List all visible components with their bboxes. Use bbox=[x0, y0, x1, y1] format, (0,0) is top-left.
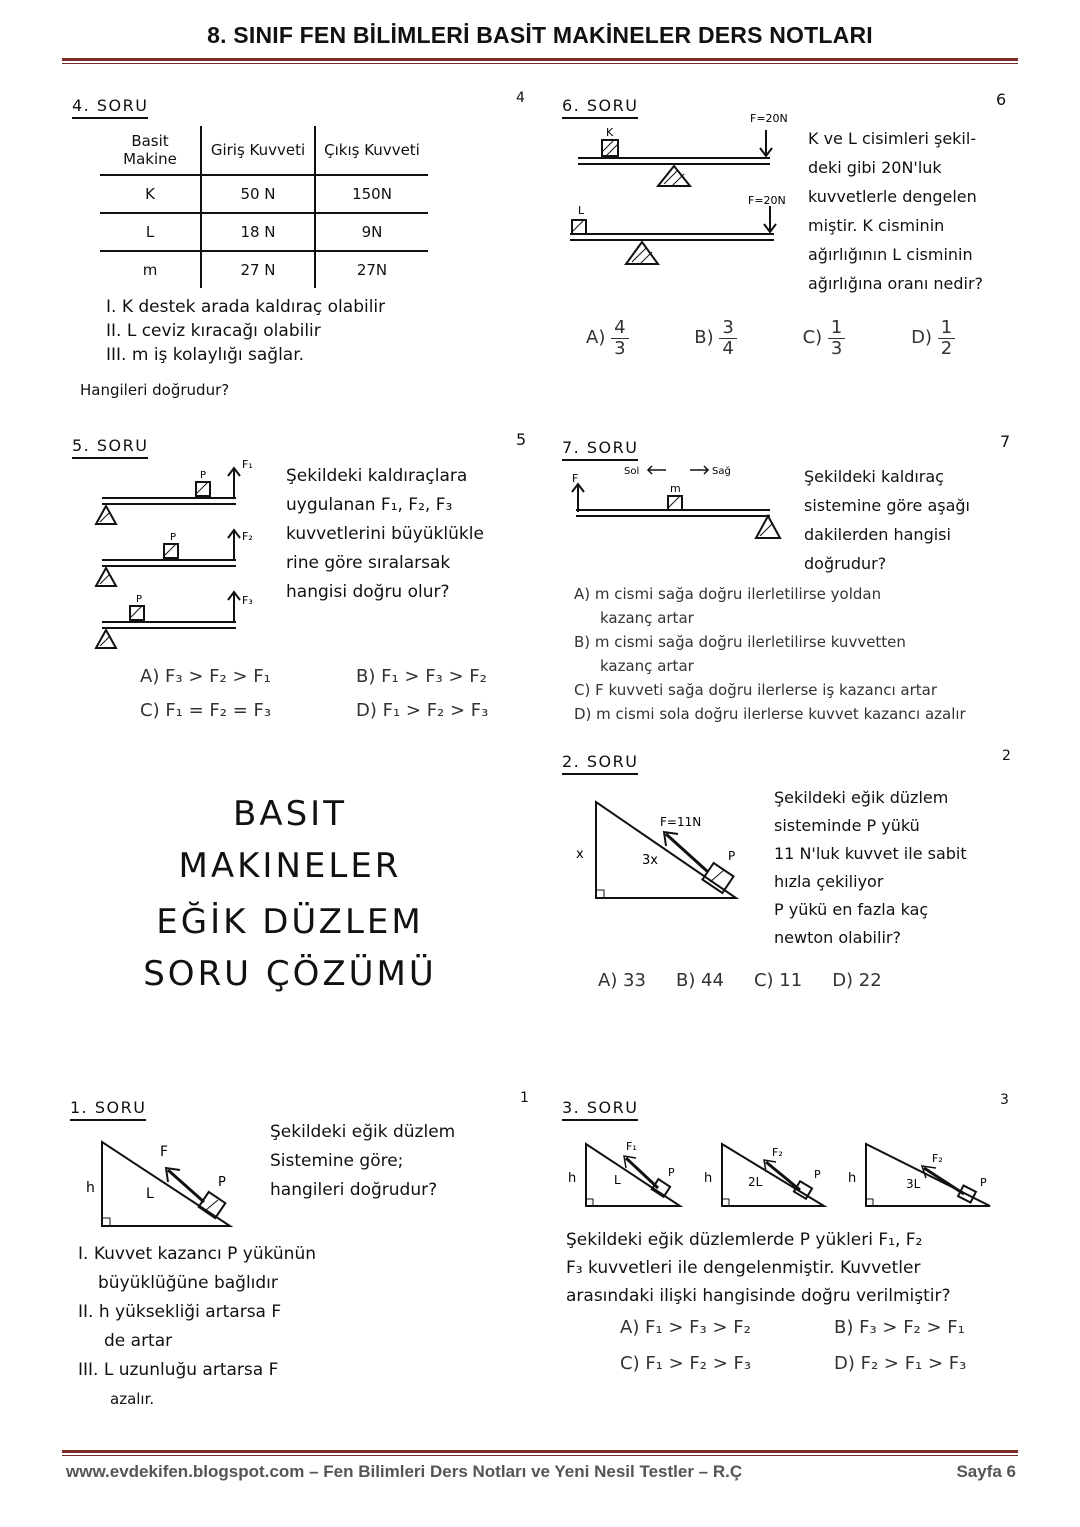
option-d: D) F₂ > F₁ > F₃ bbox=[834, 1353, 967, 1374]
q2-title: 2. SORU bbox=[562, 752, 638, 775]
option-c: C) F₁ > F₂ > F₃ bbox=[620, 1353, 752, 1374]
option-b: B) F₃ > F₂ > F₁ bbox=[834, 1317, 965, 1338]
q7-lever-diagram bbox=[566, 460, 796, 540]
option-a-cont: kazanç artar bbox=[600, 609, 694, 627]
header-rule bbox=[62, 58, 1018, 61]
text-line: Şekildeki eğik düzlem bbox=[774, 788, 949, 807]
statement: III. m iş kolaylığı sağlar. bbox=[106, 344, 305, 365]
option-numerator: 3 bbox=[719, 318, 736, 339]
text-line: arasındaki ilişki hangisinde doğru verilmiştir? bbox=[566, 1286, 951, 1306]
q7-options bbox=[574, 582, 966, 726]
text-line: miştir. K cisminin bbox=[808, 216, 945, 235]
statement: de artar bbox=[104, 1331, 173, 1351]
q2-number: 2 bbox=[1002, 748, 1011, 764]
text-line: ağırlığının L cisminin bbox=[808, 245, 973, 264]
text-line: hangisi doğru olur? bbox=[286, 582, 450, 602]
text-line: deki gibi 20N'luk bbox=[808, 158, 942, 177]
q3-label-h: h bbox=[848, 1171, 857, 1186]
option-numerator: 4 bbox=[611, 318, 628, 339]
q6-force-bottom: F=20N bbox=[748, 194, 786, 207]
q3-label-p: P bbox=[668, 1166, 675, 1179]
option-a: A) F₃ > F₂ > F₁ bbox=[140, 666, 271, 687]
option-d: D) m cismi sola doğru ilerlerse kuvvet kazancı azalır bbox=[574, 705, 966, 723]
text-line: kuvvetlerle dengelen bbox=[808, 187, 977, 206]
q3-label-h: h bbox=[704, 1171, 713, 1186]
q7-label-sol: Sol bbox=[624, 466, 640, 477]
page-title: 8. SINIF FEN BİLİMLERİ BASİT MAKİNELER DERS NOTLARI bbox=[207, 22, 873, 48]
table-cell: 27 N bbox=[201, 251, 315, 288]
q5-label-p: P bbox=[170, 532, 177, 543]
q2-label-force: F=11N bbox=[660, 815, 702, 829]
text-line: uygulanan F₁, F₂, F₃ bbox=[286, 495, 453, 515]
text-line: dakilerden hangisi bbox=[804, 525, 951, 544]
statement: I. Kuvvet kazancı P yükünün bbox=[78, 1244, 317, 1264]
q5-label-f3: F₃ bbox=[242, 594, 253, 607]
text-line: hangileri doğrudur? bbox=[270, 1180, 438, 1200]
table-cell: 27N bbox=[356, 261, 388, 279]
table-cell: K bbox=[100, 175, 201, 213]
q4-table bbox=[100, 126, 428, 288]
option-numerator: 1 bbox=[828, 318, 845, 339]
q4-number: 4 bbox=[516, 90, 525, 106]
footer-rule bbox=[62, 1450, 1018, 1453]
section-heading-line: BASIT bbox=[233, 794, 347, 834]
q3-incline-diagrams bbox=[560, 1136, 1000, 1216]
table-cell: 150N bbox=[315, 175, 428, 213]
q2-label-p: P bbox=[728, 849, 736, 863]
text-line: kuvvetlerini büyüklükle bbox=[286, 524, 484, 544]
q3-label-l3: 3L bbox=[906, 1177, 921, 1191]
text-line: sisteminde P yükü bbox=[774, 816, 920, 835]
table-header: Çıkış Kuvveti bbox=[315, 126, 428, 175]
option-b: B) F₁ > F₃ > F₂ bbox=[356, 666, 487, 687]
text-line: Sistemine göre; bbox=[270, 1151, 404, 1171]
q7-title: 7. SORU bbox=[562, 438, 638, 461]
text-line: Şekildeki eğik düzlem bbox=[270, 1122, 456, 1142]
table-cell: 9N bbox=[315, 213, 428, 251]
q6-title: 6. SORU bbox=[562, 96, 638, 119]
option-c: C) $\frac{1}{3}$ bbox=[803, 327, 876, 348]
q5-levers-diagram bbox=[92, 456, 282, 656]
option-b: B) 44 bbox=[675, 970, 724, 991]
q1-number: 1 bbox=[520, 1090, 529, 1106]
q7-label-sag: Sağ bbox=[712, 466, 731, 477]
option-a: A) m cismi sağa doğru ilerletilirse yoldan bbox=[574, 585, 882, 603]
text-line: Şekildeki eğik düzlemlerde P yükleri F₁, F₂ bbox=[566, 1230, 923, 1250]
q3-number: 3 bbox=[1000, 1092, 1009, 1108]
q4-question: Hangileri doğrudur? bbox=[80, 381, 230, 399]
table-cell: L bbox=[100, 213, 201, 251]
text-line: Şekildeki kaldıraçlara bbox=[286, 466, 468, 486]
text-line: sistemine göre aşağı bbox=[804, 496, 970, 515]
q3-label-f3: F₂ bbox=[932, 1152, 943, 1165]
q5-title: 5. SORU bbox=[72, 436, 148, 459]
q3-label-p: P bbox=[980, 1176, 987, 1189]
section-heading-line: EĞİK DÜZLEM bbox=[156, 902, 424, 942]
text-line: ağırlığına oranı nedir? bbox=[808, 274, 984, 293]
q2-label-x: x bbox=[576, 847, 584, 862]
option-b-cont: kazanç artar bbox=[600, 657, 694, 675]
text-line: rine göre sıralarsak bbox=[286, 553, 451, 573]
statement: II. h yüksekliği artarsa F bbox=[78, 1302, 282, 1322]
footer-site-link[interactable]: www.evdekifen.blogspot.com – Fen Bilimleri Ders Notları ve Yeni Nesil Testler – R.Ç bbox=[66, 1462, 743, 1481]
q6-force-top: F=20N bbox=[750, 112, 788, 125]
option-c: C) 11 bbox=[753, 970, 803, 991]
q4-title: 4. SORU bbox=[72, 96, 148, 119]
q3-label-l1: L bbox=[614, 1173, 621, 1187]
q4-statements bbox=[106, 296, 385, 367]
q2-label-3x: 3x bbox=[642, 853, 658, 868]
table-row bbox=[100, 126, 428, 175]
q5-label-f1: F₁ bbox=[242, 458, 253, 471]
q7-question-text bbox=[804, 462, 970, 578]
table-cell: 50 N bbox=[201, 175, 315, 213]
q1-incline-diagram bbox=[84, 1136, 254, 1236]
q7-number: 7 bbox=[1000, 432, 1011, 451]
option-b: B) m cismi sağa doğru ilerletilirse kuvvetten bbox=[574, 633, 906, 651]
q3-options bbox=[620, 1310, 996, 1382]
q2-incline-diagram bbox=[572, 796, 752, 908]
q6-label-l: L bbox=[578, 204, 585, 217]
statement: III. L uzunluğu artarsa F bbox=[78, 1360, 279, 1380]
q3-label-p: P bbox=[814, 1168, 821, 1181]
option-a: A) F₁ > F₃ > F₂ bbox=[620, 1317, 751, 1338]
q1-label-p: P bbox=[218, 1175, 226, 1190]
table-header: Basit Makine bbox=[100, 126, 201, 175]
option-denominator: 4 bbox=[722, 337, 734, 359]
statement: I. K destek arada kaldıraç olabilir bbox=[106, 297, 386, 317]
footer-page-number: Sayfa 6 bbox=[956, 1462, 1016, 1481]
q5-label-p: P bbox=[200, 470, 207, 481]
q6-label-k: K bbox=[606, 126, 614, 139]
q6-lever-diagram bbox=[560, 108, 800, 278]
q3-title: 3. SORU bbox=[562, 1098, 638, 1121]
q5-question-text bbox=[286, 462, 484, 607]
section-heading-line: SORU ÇÖZÜMÜ bbox=[143, 954, 437, 994]
q1-question-text bbox=[270, 1118, 455, 1205]
option-a: A) 33 bbox=[598, 970, 646, 991]
text-line: hızla çekiliyor bbox=[774, 872, 884, 891]
option-c: C) F kuvveti sağa doğru ilerlerse iş kazancı artar bbox=[574, 681, 937, 699]
statement: II. L ceviz kıracağı olabilir bbox=[106, 320, 321, 341]
option-denominator: 3 bbox=[830, 337, 843, 359]
option-d: D) 22 bbox=[832, 970, 882, 991]
option-denominator: 2 bbox=[940, 337, 953, 359]
q3-label-f1: F₁ bbox=[626, 1140, 637, 1153]
header-rule-thin bbox=[62, 63, 1018, 64]
q5-options bbox=[140, 660, 518, 728]
q1-title: 1. SORU bbox=[70, 1098, 146, 1121]
q6-question-text bbox=[808, 124, 983, 298]
text-line: P yükü en fazla kaç bbox=[774, 900, 929, 919]
text-line: doğrudur? bbox=[804, 554, 887, 573]
q5-number: 5 bbox=[516, 430, 527, 449]
option-denominator: 3 bbox=[614, 337, 626, 359]
table-row bbox=[100, 175, 428, 213]
q1-statements bbox=[78, 1240, 316, 1414]
statement: büyüklüğüne bağlıdır bbox=[98, 1273, 278, 1293]
q1-label-l: L bbox=[146, 1186, 154, 1202]
q3-label-f2: F₂ bbox=[772, 1146, 783, 1159]
table-row bbox=[100, 213, 428, 251]
q3-label-l2: 2L bbox=[748, 1175, 763, 1189]
table-cell: m bbox=[100, 251, 201, 288]
option-d: D) F₁ > F₂ > F₃ bbox=[356, 700, 489, 721]
q6-options bbox=[586, 318, 1015, 359]
footer-rule-thin bbox=[62, 1455, 1018, 1456]
text-line: 11 N'luk kuvvet ile sabit bbox=[774, 844, 967, 863]
text-line: K ve L cisimleri şekil- bbox=[808, 129, 977, 148]
q1-label-f: F bbox=[160, 1144, 169, 1160]
text-line: newton olabilir? bbox=[774, 928, 901, 947]
q6-number: 6 bbox=[996, 90, 1007, 109]
option-d: D) $\frac{1}{2}$ bbox=[911, 327, 985, 348]
table-cell: 18 N bbox=[201, 213, 315, 251]
section-heading-line: MAKINELER bbox=[178, 846, 402, 886]
option-c: C) F₁ = F₂ = F₃ bbox=[140, 700, 272, 721]
q5-label-f2: F₂ bbox=[242, 530, 253, 543]
option-a: A) $\frac{4}{3}$ bbox=[586, 327, 659, 348]
option-b: B) $\frac{3}{4}$ bbox=[694, 327, 767, 348]
text-line: Şekildeki kaldıraç bbox=[804, 467, 944, 486]
option-numerator: 1 bbox=[938, 318, 955, 339]
table-row bbox=[100, 251, 428, 288]
table-header: Giriş Kuvveti bbox=[201, 126, 315, 175]
statement: azalır. bbox=[110, 1390, 155, 1408]
q3-question-text bbox=[566, 1226, 951, 1310]
q2-options bbox=[598, 970, 912, 991]
q1-label-h: h bbox=[86, 1180, 95, 1196]
q5-label-p: P bbox=[136, 594, 143, 605]
q7-label-f: F bbox=[572, 472, 579, 485]
q2-question-text bbox=[774, 784, 967, 952]
text-line: F₃ kuvvetleri ile dengelenmiştir. Kuvvetler bbox=[566, 1258, 921, 1278]
q3-label-h: h bbox=[568, 1171, 577, 1186]
q7-label-m: m bbox=[670, 482, 681, 495]
